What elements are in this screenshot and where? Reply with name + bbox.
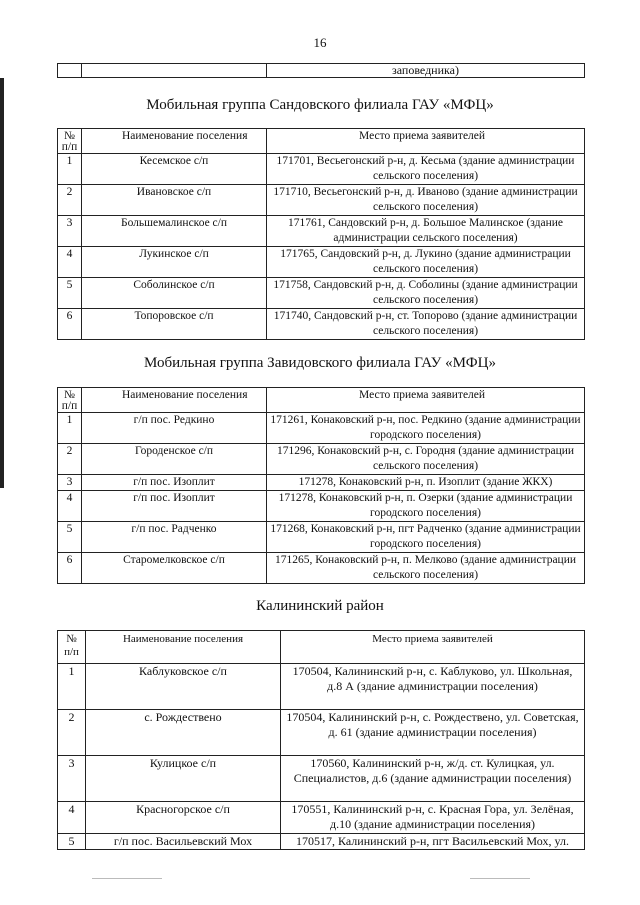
row-num: 6 bbox=[58, 553, 82, 584]
row-name: г/п пос. Редкино bbox=[82, 413, 267, 444]
table-row bbox=[58, 522, 585, 553]
row-num: 4 bbox=[58, 491, 82, 522]
row-place: 170560, Калининский р-н, ж/д. ст. Кулицкая, ул. Специалистов, д.6 (здание администрации поселения) bbox=[281, 756, 585, 802]
header-name: Наименование поселения bbox=[82, 129, 267, 154]
row-num: 4 bbox=[58, 802, 86, 834]
row-name: с. Рождествено bbox=[86, 710, 281, 756]
kalinin-table bbox=[57, 630, 585, 850]
table-row bbox=[58, 834, 585, 850]
zavidovo-table bbox=[57, 387, 585, 584]
table-row bbox=[58, 247, 585, 278]
row-num: 1 bbox=[58, 413, 82, 444]
table-header-row bbox=[58, 129, 585, 154]
row-name: Ивановское с/п bbox=[82, 185, 267, 216]
row-name: г/п пос. Васильевский Мох bbox=[86, 834, 281, 850]
page-number: 16 bbox=[313, 35, 327, 50]
scan-edge bbox=[0, 78, 4, 488]
table-row bbox=[58, 216, 585, 247]
row-place: 170504, Калининский р-н, с. Каблуково, ул. Школьная, д.8 А (здание администрации поселения) bbox=[281, 664, 585, 710]
row-name: Городенское с/п bbox=[82, 444, 267, 475]
row-name: Соболинское с/п bbox=[82, 278, 267, 309]
row-place: 171296, Конаковский р-н, с. Городня (здание администрации сельского поселения) bbox=[267, 444, 585, 475]
row-name: г/п пос. Радченко bbox=[82, 522, 267, 553]
table-row bbox=[58, 491, 585, 522]
row-place: 170551, Калининский р-н, с. Красная Гора, ул. Зелёная, д.10 (здание администрации поселения) bbox=[281, 802, 585, 834]
row-num: 6 bbox=[58, 309, 82, 340]
table-row bbox=[58, 664, 585, 710]
row-place: 171740, Сандовский р-н, ст. Топорово (здание администрации сельского поселения) bbox=[267, 309, 585, 340]
table-row bbox=[58, 309, 585, 340]
row-name: Топоровское с/п bbox=[82, 309, 267, 340]
row-num: 3 bbox=[58, 216, 82, 247]
table-row bbox=[58, 413, 585, 444]
row-num: 3 bbox=[58, 475, 82, 491]
table-row bbox=[58, 553, 585, 584]
footer-rule-left bbox=[92, 878, 162, 879]
row-num: 5 bbox=[58, 522, 82, 553]
row-place: 171265, Конаковский р-н, п. Мелково (здание администрации сельского поселения) bbox=[267, 553, 585, 584]
footer-rule-right bbox=[470, 878, 530, 879]
header-name: Наименование поселения bbox=[82, 388, 267, 413]
kalinin-title: Калининский район bbox=[256, 598, 384, 614]
row-name: Каблуковское с/п bbox=[86, 664, 281, 710]
table-row bbox=[58, 802, 585, 834]
row-num: 2 bbox=[58, 710, 86, 756]
top-fragment-table bbox=[57, 63, 585, 78]
fragment-num-cell bbox=[58, 64, 82, 78]
header-name: Наименование поселения bbox=[86, 631, 281, 664]
table-row bbox=[58, 756, 585, 802]
row-place: 171268, Конаковский р-н, пгт Радченко (здание администрации городского поселения) bbox=[267, 522, 585, 553]
row-name: Кесемское с/п bbox=[82, 154, 267, 185]
row-place: 171261, Конаковский р-н, пос. Редкино (здание администрации городского поселения) bbox=[267, 413, 585, 444]
row-name: Большемалинское с/п bbox=[82, 216, 267, 247]
row-place: 171278, Конаковский р-н, п. Изоплит (здание ЖКХ) bbox=[267, 475, 585, 491]
row-place: 170517, Калининский р-н, пгт Васильевский Мох, ул. bbox=[281, 834, 585, 850]
row-num: 5 bbox=[58, 834, 86, 850]
sandovo-title: Мобильная группа Сандовского филиала ГАУ «МФЦ» bbox=[146, 97, 494, 113]
row-name: г/п пос. Изоплит bbox=[82, 491, 267, 522]
row-num: 1 bbox=[58, 154, 82, 185]
header-num: № п/п bbox=[58, 129, 82, 154]
table-row bbox=[58, 475, 585, 491]
row-place: 171761, Сандовский р-н, д. Большое Малинское (здание администрации сельского поселения) bbox=[267, 216, 585, 247]
row-name: Кулицкое с/п bbox=[86, 756, 281, 802]
row-num: 3 bbox=[58, 756, 86, 802]
zavidovo-title: Мобильная группа Завидовского филиала ГАУ «МФЦ» bbox=[143, 355, 496, 371]
row-num: 5 bbox=[58, 278, 82, 309]
header-place: Место приема заявителей bbox=[267, 388, 585, 413]
row-place: 171710, Весьегонский р-н, д. Иваново (здание администрации сельского поселения) bbox=[267, 185, 585, 216]
row-num: 1 bbox=[58, 664, 86, 710]
row-name: Красногорское с/п bbox=[86, 802, 281, 834]
row-num: 2 bbox=[58, 185, 82, 216]
table-row bbox=[58, 278, 585, 309]
row-num: 2 bbox=[58, 444, 82, 475]
row-place: 171701, Весьегонский р-н, д. Кесьма (здание администрации сельского поселения) bbox=[267, 154, 585, 185]
table-header-row bbox=[58, 631, 585, 664]
table-row bbox=[58, 154, 585, 185]
header-place: Место приема заявителей bbox=[281, 631, 585, 664]
row-name: Лукинское с/п bbox=[82, 247, 267, 278]
table-row bbox=[58, 444, 585, 475]
table-header-row bbox=[58, 388, 585, 413]
row-place: 171278, Конаковский р-н, п. Озерки (здание администрации городского поселения) bbox=[267, 491, 585, 522]
row-place: 170504, Калининский р-н, с. Рождествено, ул. Советская, д. 61 (здание администрации поселения) bbox=[281, 710, 585, 756]
row-num: 4 bbox=[58, 247, 82, 278]
row-name: г/п пос. Изоплит bbox=[82, 475, 267, 491]
row-place: 171765, Сандовский р-н, д. Лукино (здание администрации сельского поселения) bbox=[267, 247, 585, 278]
header-num: № п/п bbox=[58, 631, 86, 664]
header-num: № п/п bbox=[58, 388, 82, 413]
table-row bbox=[58, 710, 585, 756]
fragment-name-cell bbox=[82, 64, 267, 78]
fragment-place-cell: заповедника) bbox=[267, 64, 585, 78]
table-row bbox=[58, 185, 585, 216]
header-place: Место приема заявителей bbox=[267, 129, 585, 154]
row-name: Старомелковское с/п bbox=[82, 553, 267, 584]
sandovo-table bbox=[57, 128, 585, 340]
row-place: 171758, Сандовский р-н, д. Соболины (здание администрации сельского поселения) bbox=[267, 278, 585, 309]
